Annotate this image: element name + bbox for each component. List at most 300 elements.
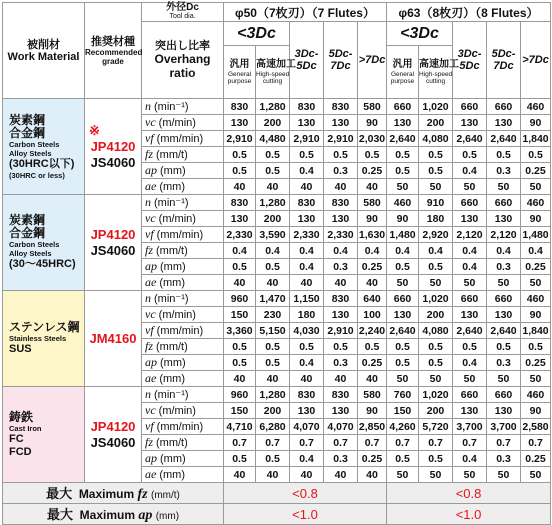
value-cell: 40 (290, 275, 324, 291)
param-symbol: ap (145, 355, 157, 369)
value-cell: 40 (256, 275, 290, 291)
param-label (142, 419, 224, 435)
highspeed-50-header: 高速加工 High-speed cutting (256, 46, 290, 99)
value-cell: 200 (256, 115, 290, 131)
param-unit: (mm) (159, 277, 185, 289)
value-cell: 0.5 (419, 147, 453, 163)
param-symbol: vc (145, 211, 156, 225)
value-cell: 50 (453, 371, 487, 387)
param-symbol: vc (145, 307, 156, 321)
material-line: (30HRC以下) (9, 157, 75, 170)
work-material-cell (3, 291, 85, 387)
param-label (142, 323, 224, 339)
value-cell: 50 (487, 371, 521, 387)
value-cell: 0.5 (387, 355, 419, 371)
value-cell: 0.3 (324, 451, 358, 467)
grade-name: JP4120 (90, 226, 136, 242)
value-cell: 1,840 (522, 132, 549, 145)
value-cell: 2,920 (419, 227, 453, 243)
value-cell: 2,910 (290, 131, 324, 147)
value-cell: 40 (224, 467, 256, 483)
value-cell: 4,080 (419, 323, 453, 339)
value-cell: 4,070 (290, 419, 324, 435)
value-cell: 460 (521, 291, 551, 307)
value-cell: 0.25 (521, 355, 551, 371)
value-cell: 50 (453, 467, 487, 483)
param-symbol: vf (145, 227, 154, 241)
param-unit: (mm/t) (156, 245, 188, 257)
value-cell: 0.5 (387, 147, 419, 163)
param-symbol: fz (145, 435, 154, 449)
value-cell: 0.5 (224, 451, 256, 467)
value-cell: 50 (387, 371, 419, 387)
value-cell: 40 (224, 275, 256, 291)
param-label (142, 371, 224, 387)
value-cell: 130 (487, 115, 521, 131)
value-cell: 660 (453, 291, 487, 307)
value-cell: 130 (387, 115, 419, 131)
value-cell: 460 (387, 195, 419, 211)
value-cell: 0.5 (521, 339, 551, 355)
value-cell: 3,360 (224, 323, 256, 339)
value-cell: 2,330 (324, 227, 358, 243)
value-cell: 1,840 (522, 324, 549, 337)
value-cell: 5,720 (419, 419, 453, 435)
value-cell: 150 (224, 403, 256, 419)
value-cell: 130 (290, 211, 324, 227)
value-cell: 130 (324, 307, 358, 323)
cutting-conditions-table (2, 2, 551, 525)
value-cell: 100 (358, 307, 387, 323)
r5-7-50-header: 5Dc- 7Dc (324, 22, 358, 99)
param-symbol: ap (145, 259, 157, 273)
value-cell: 0.4 (453, 243, 487, 259)
note-mark: ※ (89, 122, 100, 138)
param-unit: (m/min) (158, 213, 196, 225)
value-cell: 0.5 (387, 339, 419, 355)
value-cell: 830 (324, 99, 358, 115)
value-cell: 0.5 (290, 339, 324, 355)
material-line: Carbon Steels (9, 139, 60, 149)
value-cell: 0.4 (290, 451, 324, 467)
value-cell: 1,020 (419, 291, 453, 307)
grade-cell (85, 387, 142, 483)
value-cell: 0.7 (521, 435, 551, 451)
value-cell: 0.3 (324, 259, 358, 275)
value-cell: 0.5 (419, 259, 453, 275)
material-line: Stainless Steels (9, 334, 67, 343)
value-cell: 40 (358, 179, 387, 195)
value-cell: 1,150 (290, 291, 324, 307)
value-cell: 130 (290, 115, 324, 131)
value-cell: 50 (453, 275, 487, 291)
value-cell: 0.5 (358, 339, 387, 355)
param-unit: (mm) (160, 165, 186, 177)
param-symbol: vc (145, 115, 156, 129)
value-cell: 0.25 (521, 259, 551, 275)
value-cell: 0.5 (224, 147, 256, 163)
value-cell: 0.4 (453, 355, 487, 371)
value-cell: 0.4 (290, 259, 324, 275)
value-cell: 2,910 (224, 131, 256, 147)
value-cell: 460 (521, 387, 551, 403)
grade-name: JS4060 (90, 434, 136, 450)
value-cell: 130 (487, 403, 521, 419)
value-cell: 2,580 (522, 420, 549, 433)
value-cell: 1,480 (522, 228, 549, 241)
param-unit: (m/min) (158, 309, 196, 321)
value-cell: 0.5 (224, 259, 256, 275)
value-cell: 90 (521, 115, 551, 131)
param-unit: (mm/min) (156, 421, 204, 433)
value-cell: 0.5 (256, 339, 290, 355)
value-cell: 0.5 (487, 147, 521, 163)
value-cell: 1,020 (419, 99, 453, 115)
value-cell: 0.7 (453, 435, 487, 451)
value-cell: 0.4 (453, 163, 487, 179)
value-cell: 460 (521, 99, 551, 115)
value-cell: 760 (387, 387, 419, 403)
value-cell: 0.4 (256, 243, 290, 259)
value-cell: 0.5 (419, 163, 453, 179)
param-unit: (mm/t) (156, 341, 188, 353)
value-cell: 0.3 (487, 355, 521, 371)
value-cell: 90 (358, 403, 387, 419)
value-cell: 2,240 (358, 324, 386, 337)
param-unit: (mm/min) (156, 325, 204, 337)
value-cell: 0.5 (224, 163, 256, 179)
value-cell: 0.4 (324, 243, 358, 259)
value-cell: 4,030 (290, 323, 324, 339)
value-cell: 0.5 (453, 339, 487, 355)
value-cell: 660 (453, 195, 487, 211)
value-cell: 90 (387, 211, 419, 227)
param-label (142, 451, 224, 467)
value-cell: 830 (224, 195, 256, 211)
material-line: ステンレス鋼 (9, 320, 80, 334)
value-cell: 0.7 (419, 435, 453, 451)
value-cell: 830 (324, 387, 358, 403)
param-symbol: vc (145, 403, 156, 417)
value-cell: 90 (521, 307, 551, 323)
value-cell: 130 (453, 307, 487, 323)
value-cell: 180 (290, 307, 324, 323)
value-cell: 660 (387, 99, 419, 115)
param-unit: (m/min) (158, 117, 196, 129)
value-cell: 0.5 (256, 147, 290, 163)
value-cell: 830 (324, 291, 358, 307)
value-cell: 2,120 (453, 227, 487, 243)
r5-7-63-header: 5Dc- 7Dc (487, 22, 521, 99)
value-cell: 90 (358, 211, 387, 227)
highspeed-63-header: 高速加工 High-speed cutting (419, 46, 453, 99)
value-cell: 40 (224, 179, 256, 195)
param-symbol: vf (145, 419, 154, 433)
param-label (142, 275, 224, 291)
value-cell: 0.5 (324, 147, 358, 163)
value-cell: 90 (521, 403, 551, 419)
material-line: 合金鋼 (9, 226, 46, 240)
value-cell: 1,280 (256, 195, 290, 211)
value-cell: 0.5 (224, 339, 256, 355)
max-fz-50: <0.8 (224, 483, 387, 504)
value-cell: 180 (419, 211, 453, 227)
param-label (142, 147, 224, 163)
value-cell: 40 (256, 467, 290, 483)
gt7-63-header: >7Dc (521, 22, 551, 99)
lt3dc-50-header: <3Dc (224, 22, 290, 46)
grade-name: JM4160 (89, 330, 137, 346)
value-cell: 130 (453, 403, 487, 419)
value-cell: 580 (358, 99, 387, 115)
value-cell: 50 (419, 467, 453, 483)
param-symbol: n (145, 291, 151, 305)
value-cell: 1,630 (358, 228, 386, 241)
value-cell: 0.25 (358, 355, 387, 371)
param-symbol: ae (145, 467, 157, 481)
work-material-cell (3, 195, 85, 291)
value-cell: 0.4 (453, 259, 487, 275)
dia-50-header: φ50（7枚刃）（7 Flutes） (224, 3, 387, 22)
param-label (142, 115, 224, 131)
value-cell: 660 (487, 291, 521, 307)
param-label (142, 291, 224, 307)
value-cell: 830 (324, 195, 358, 211)
value-cell: 2,850 (358, 420, 386, 433)
value-cell: 0.4 (487, 243, 521, 259)
value-cell: 0.5 (419, 355, 453, 371)
param-symbol: n (145, 387, 151, 401)
value-cell: 4,710 (224, 419, 256, 435)
table-row (3, 195, 551, 211)
value-cell: 0.3 (487, 163, 521, 179)
value-cell: 40 (290, 467, 324, 483)
value-cell: 3,700 (487, 419, 521, 435)
value-cell: 40 (358, 275, 387, 291)
param-label (142, 467, 224, 483)
value-cell: 50 (419, 179, 453, 195)
work-material-cell (3, 387, 85, 483)
value-cell: 2,640 (387, 131, 419, 147)
value-cell: 0.25 (358, 259, 387, 275)
value-cell: 50 (521, 467, 551, 483)
value-cell: 580 (358, 387, 387, 403)
table-row (3, 99, 551, 115)
param-unit: (mm/min) (156, 229, 204, 241)
param-symbol: vf (145, 131, 154, 145)
value-cell: 660 (453, 99, 487, 115)
value-cell: 0.5 (387, 451, 419, 467)
param-unit: (mm/t) (156, 149, 188, 161)
value-cell: 0.4 (419, 243, 453, 259)
value-cell: 130 (290, 403, 324, 419)
material-line: 鋳鉄 (9, 409, 34, 424)
value-cell: 2,330 (224, 227, 256, 243)
value-cell: 4,260 (387, 419, 419, 435)
value-cell: 0.7 (224, 435, 256, 451)
param-label (142, 227, 224, 243)
value-cell: 40 (256, 371, 290, 387)
material-line: 合金鋼 (9, 125, 46, 140)
param-label (142, 307, 224, 323)
value-cell: 0.5 (521, 147, 551, 163)
grade-name: JP4120 (90, 418, 136, 434)
param-label (142, 179, 224, 195)
value-cell: 910 (419, 195, 453, 211)
param-unit: (mm) (159, 469, 185, 481)
value-cell: 0.5 (419, 339, 453, 355)
param-unit: (mm) (160, 453, 186, 465)
param-unit: (min⁻¹) (154, 389, 189, 401)
value-cell: 4,480 (256, 131, 290, 147)
value-cell: 660 (487, 195, 521, 211)
value-cell: 0.4 (387, 243, 419, 259)
value-cell: 460 (521, 195, 551, 211)
value-cell: 0.5 (453, 147, 487, 163)
param-label (142, 131, 224, 147)
param-label (142, 211, 224, 227)
value-cell: 0.7 (256, 435, 290, 451)
grade-name: JP4120 (90, 138, 136, 154)
value-cell: 130 (453, 115, 487, 131)
value-cell: 0.5 (256, 259, 290, 275)
value-cell: 0.7 (387, 435, 419, 451)
value-cell: 0.4 (290, 243, 324, 259)
param-symbol: n (145, 195, 151, 209)
value-cell: 40 (324, 371, 358, 387)
value-cell: 3,700 (453, 419, 487, 435)
value-cell: 6,280 (256, 419, 290, 435)
param-label (142, 435, 224, 451)
value-cell: 130 (324, 211, 358, 227)
value-cell: 2,120 (487, 227, 521, 243)
value-cell: 660 (487, 99, 521, 115)
value-cell: 150 (387, 403, 419, 419)
work-material-header: 被削材 Work Material (3, 3, 85, 99)
param-symbol: ap (145, 163, 157, 177)
value-cell: 0.4 (290, 355, 324, 371)
value-cell: 0.25 (358, 163, 387, 179)
value-cell: 0.5 (290, 147, 324, 163)
lt3dc-63-header: <3Dc (387, 22, 453, 46)
material-line: FCD (9, 445, 32, 458)
param-unit: (mm/min) (156, 133, 204, 145)
value-cell: 200 (256, 403, 290, 419)
value-cell: 130 (224, 211, 256, 227)
material-line: Cast Iron (9, 423, 42, 433)
grade-cell (85, 99, 142, 195)
value-cell: 660 (387, 291, 419, 307)
param-label (142, 163, 224, 179)
value-cell: 830 (290, 99, 324, 115)
value-cell: 2,640 (487, 131, 521, 147)
value-cell: 40 (256, 179, 290, 195)
value-cell: 0.5 (419, 451, 453, 467)
value-cell: 130 (224, 115, 256, 131)
value-cell: 50 (487, 179, 521, 195)
param-unit: (m/min) (158, 405, 196, 417)
grade-cell (85, 195, 142, 291)
value-cell: 960 (224, 291, 256, 307)
value-cell: 150 (224, 307, 256, 323)
value-cell: 5,150 (256, 323, 290, 339)
value-cell: 40 (224, 371, 256, 387)
param-unit: (mm) (159, 181, 185, 193)
value-cell: 0.25 (358, 451, 387, 467)
param-unit: (mm) (160, 261, 186, 273)
param-unit: (min⁻¹) (154, 293, 189, 305)
value-cell: 90 (521, 211, 551, 227)
value-cell: 0.5 (324, 339, 358, 355)
value-cell: 130 (487, 307, 521, 323)
value-cell: 0.7 (487, 435, 521, 451)
general-63-header: 汎用 General purpose (387, 46, 419, 99)
value-cell: 0.3 (487, 451, 521, 467)
gt7-50-header: >7Dc (358, 22, 387, 99)
value-cell: 660 (487, 387, 521, 403)
value-cell: 0.25 (521, 163, 551, 179)
material-line: FC (9, 432, 24, 445)
value-cell: 0.3 (487, 259, 521, 275)
value-cell: 0.25 (521, 451, 551, 467)
value-cell: 830 (224, 99, 256, 115)
value-cell: 580 (358, 195, 387, 211)
value-cell: 130 (324, 115, 358, 131)
value-cell: 0.4 (290, 163, 324, 179)
value-cell: 1,020 (419, 387, 453, 403)
value-cell: 40 (324, 275, 358, 291)
value-cell: 2,910 (324, 323, 358, 339)
value-cell: 4,070 (324, 419, 358, 435)
param-symbol: ap (145, 451, 157, 465)
grade-cell (85, 291, 142, 387)
value-cell: 0.3 (324, 163, 358, 179)
value-cell: 0.5 (224, 355, 256, 371)
param-symbol: ae (145, 275, 157, 289)
value-cell: 0.4 (358, 243, 387, 259)
r3-5-63-header: 3Dc- 5Dc (453, 22, 487, 99)
value-cell: 0.7 (290, 435, 324, 451)
max-ap-label: 最大 Maximum ap (mm) (3, 504, 224, 525)
value-cell: 2,640 (453, 323, 487, 339)
value-cell: 2,030 (358, 132, 386, 145)
value-cell: 200 (419, 115, 453, 131)
value-cell: 50 (419, 371, 453, 387)
material-line: (30～45HRC) (9, 258, 76, 270)
param-label (142, 403, 224, 419)
param-symbol: fz (145, 243, 154, 257)
grade-header: 推奨材種 Recommended grade (85, 3, 142, 99)
value-cell: 40 (358, 371, 387, 387)
value-cell: 40 (290, 179, 324, 195)
value-cell: 50 (521, 179, 551, 195)
param-symbol: vf (145, 323, 154, 337)
param-symbol: fz (145, 147, 154, 161)
material-line: Alloy Steels (9, 249, 52, 258)
value-cell: 0.3 (324, 355, 358, 371)
value-cell: 40 (290, 371, 324, 387)
value-cell: 50 (521, 275, 551, 291)
param-unit: (mm) (160, 357, 186, 369)
value-cell: 2,330 (290, 227, 324, 243)
value-cell: 50 (521, 371, 551, 387)
value-cell: 2,910 (324, 131, 358, 147)
material-line: SUS (9, 343, 32, 355)
param-label (142, 243, 224, 259)
value-cell: 200 (256, 211, 290, 227)
max-ap-50: <1.0 (224, 504, 387, 525)
value-cell: 50 (487, 467, 521, 483)
